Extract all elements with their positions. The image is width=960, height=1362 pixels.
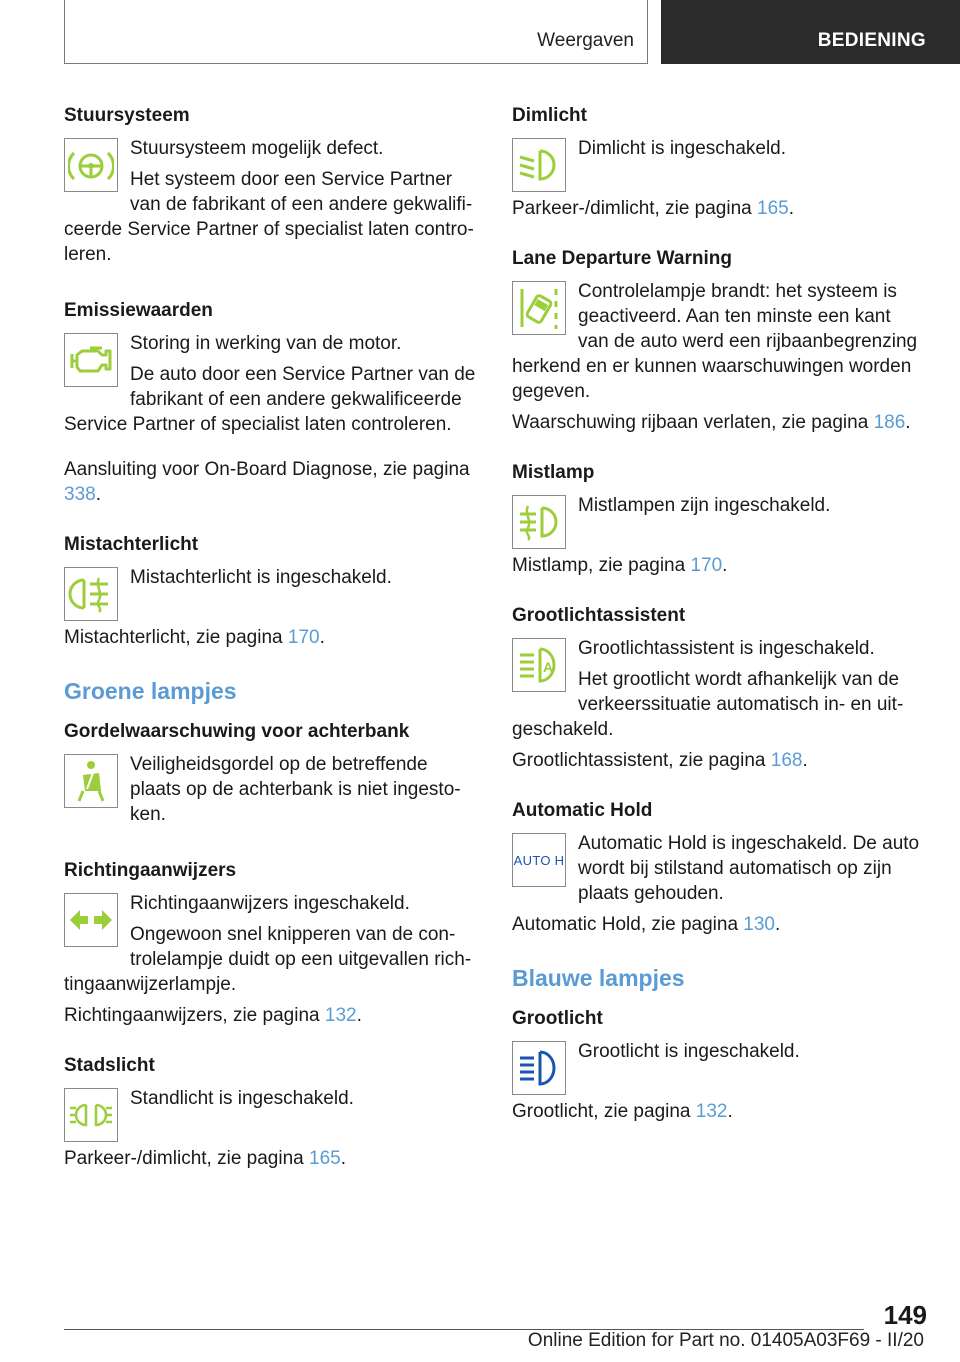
front-fog-light-icon: [512, 495, 566, 549]
header-chapter-title: BEDIENING: [817, 30, 926, 51]
description-text: Grootlicht is ingeschakeld.: [578, 1041, 800, 1062]
description-text: Controlelampje brandt: het systeem is geactiveerd. Aan ten minste een kant van de auto werd een rijbaanbegrenzing herkend en er kunnen waarschuwingen worden gegeven.: [512, 281, 918, 402]
section-heading: Grootlichtassistent: [512, 605, 686, 626]
section-seatbelt: [64, 720, 476, 833]
section-low-beam: [512, 104, 924, 221]
description-text: Veiligheidsgordel op de betreffende plaats op de achterbank is niet ingestoken.: [130, 754, 461, 825]
page-reference: Parkeer-/dimlicht, zie pagina 165.: [512, 198, 794, 219]
page-reference: Automatic Hold, zie pagina 130.: [512, 914, 781, 935]
high-beam-icon: [512, 1041, 566, 1095]
page-reference: Mistlamp, zie pagina 170.: [512, 555, 728, 576]
description-text: Ongewoon snel knipperen van de controlelampje duidt op een uitgevallen richtingaanwijzerlampje.: [64, 924, 472, 995]
section-parking-light: [64, 1054, 476, 1171]
page-reference: Richtingaanwijzers, zie pagina 132.: [64, 1005, 362, 1026]
section-heading: Grootlicht: [512, 1008, 603, 1029]
right-column: [512, 104, 924, 1150]
green-lights-title: Groene lampjes: [64, 678, 237, 704]
section-auto-hold: [512, 799, 924, 937]
description-text: Het grootlicht wordt afhankelijk van de verkeerssituatie automatisch in- en uitgeschakeld.: [512, 669, 904, 740]
header-section-title: Weergaven: [537, 30, 634, 51]
engine-check-icon: [64, 333, 118, 387]
description-text: Grootlichtassistent is ingeschakeld.: [578, 638, 875, 659]
left-column: [64, 104, 476, 1197]
section-heading: Gordelwaarschuwing voor achterbank: [64, 721, 410, 742]
page-link[interactable]: 338: [64, 484, 96, 505]
page-link[interactable]: 132: [324, 1005, 357, 1026]
page-link[interactable]: 165: [309, 1148, 341, 1169]
section-front-fog-light: [512, 461, 924, 578]
lane-departure-icon: [512, 281, 566, 335]
section-engine-check: [64, 299, 476, 507]
section-heading: Stadslicht: [64, 1055, 155, 1076]
section-heading: Dimlicht: [512, 105, 587, 126]
section-turn-signal: [64, 859, 476, 1028]
page-link[interactable]: 132: [695, 1101, 728, 1122]
description-text: Mistachterlicht is ingeschakeld.: [130, 567, 392, 588]
description-text: De auto door een Service Partner van de fabrikant of een andere gekwalificeerde Service Partner of specialist laten controleren.: [64, 364, 476, 435]
page-reference: Parkeer-/dimlicht, zie pagina 165.: [64, 1148, 346, 1169]
page-link[interactable]: 168: [770, 750, 803, 771]
page-link[interactable]: 165: [757, 198, 789, 219]
page-reference: Waarschuwing rijbaan verlaten, zie pagina 186.: [512, 412, 911, 433]
rear-fog-light-icon: [64, 567, 118, 621]
description-text: Storing in werking van de motor.: [130, 333, 402, 354]
section-steering-warning: [64, 104, 476, 273]
section-heading: Richtingaanwijzers: [64, 860, 237, 881]
icon-label: AUTO H: [513, 852, 565, 868]
section-heading: Stuursysteem: [64, 105, 190, 126]
header-chapter-box: [661, 0, 960, 64]
section-high-beam: [512, 1007, 924, 1124]
high-beam-assist-icon: [512, 638, 566, 692]
seatbelt-icon: [64, 754, 118, 808]
section-lane-departure: [512, 247, 924, 435]
section-heading: Automatic Hold: [512, 800, 653, 821]
extra-note: Aansluiting voor On-Board Diagnose, zie pagina 338.: [64, 459, 470, 505]
description-text: Mistlampen zijn ingeschakeld.: [578, 495, 831, 516]
blue-lights-title: Blauwe lampjes: [512, 965, 685, 991]
page-link[interactable]: 130: [743, 914, 775, 935]
page-link[interactable]: 186: [873, 412, 906, 433]
auto-hold-icon: [512, 833, 566, 887]
low-beam-icon: [512, 138, 566, 192]
description-text: Standlicht is ingeschakeld.: [130, 1088, 354, 1109]
description-text: Dimlicht is ingeschakeld.: [578, 138, 787, 159]
section-high-beam-assist: [512, 604, 924, 773]
svg-text:A: A: [542, 659, 554, 675]
section-heading: Mistlamp: [512, 462, 595, 483]
steering-warning-icon: [64, 138, 118, 192]
description-text: Stuursysteem mogelijk defect.: [130, 138, 384, 159]
description-text: Het systeem door een Service Partner van de fabrikant of een andere gekwalificeerde Service Partner of specialist laten controleren.: [64, 169, 474, 265]
description-text: Automatic Hold is ingeschakeld. De auto wordt bij stilstand automatisch op zijn plaats gehouden.: [578, 833, 920, 904]
page-number: 149: [883, 1300, 927, 1330]
section-heading: Lane Departure Warning: [512, 248, 732, 269]
section-heading: Mistachterlicht: [64, 534, 199, 555]
description-text: Richtingaanwijzers ingeschakeld.: [130, 893, 410, 914]
page-reference: Mistachterlicht, zie pagina 170.: [64, 627, 325, 648]
page-link[interactable]: 170: [690, 555, 723, 576]
page-link[interactable]: 170: [287, 627, 320, 648]
page-reference: Grootlicht, zie pagina 132.: [512, 1101, 733, 1122]
footer-edition: Online Edition for Part no. 01405A03F69 - II/20: [527, 1330, 924, 1351]
page-reference: Grootlichtassistent, zie pagina 168.: [512, 750, 808, 771]
section-rear-fog-light: [64, 533, 476, 650]
turn-signal-icon: [64, 893, 118, 947]
parking-light-icon: [64, 1088, 118, 1142]
section-heading: Emissiewaarden: [64, 300, 213, 321]
